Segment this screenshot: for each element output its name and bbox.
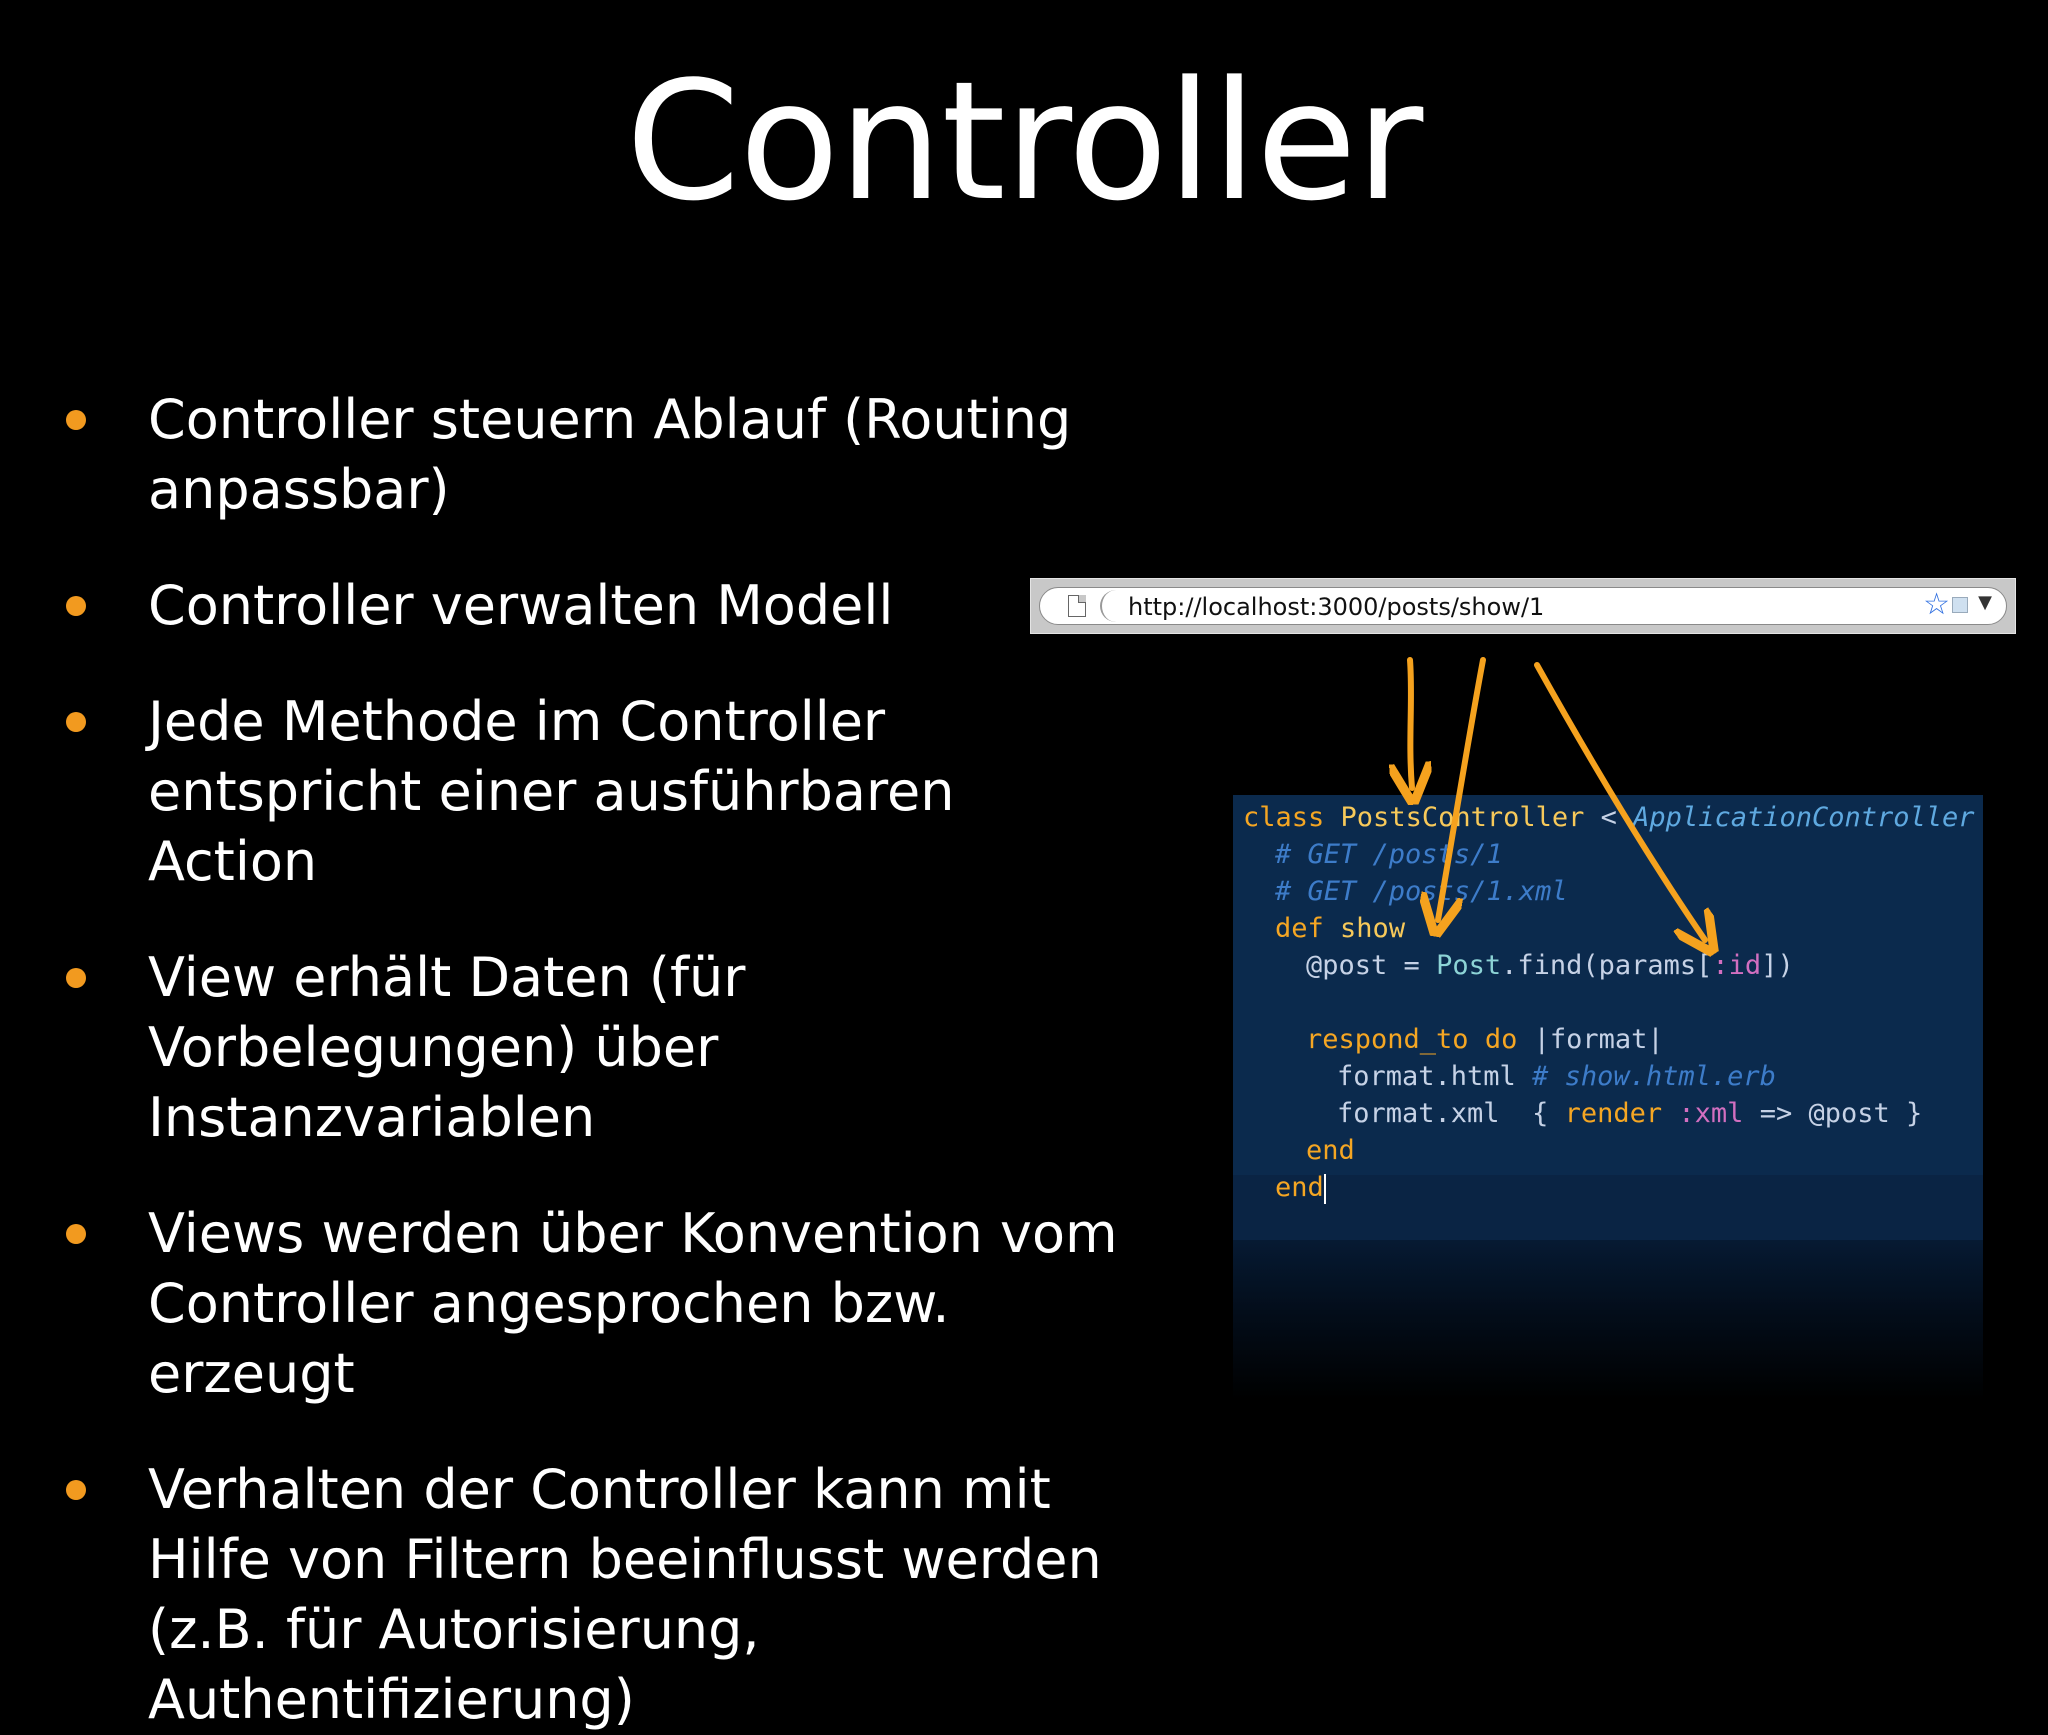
chevron-down-icon: ▼ bbox=[1978, 592, 1992, 613]
bullet-item: Verhalten der Controller kann mit Hilfe von Filtern beeinflusst werden (z.B. für Autorisierung, Authentifizierung) bbox=[60, 1455, 1140, 1735]
code-call: .find(params[ bbox=[1501, 950, 1713, 981]
code-keyword: def bbox=[1275, 913, 1324, 944]
code-operator: = bbox=[1387, 950, 1437, 981]
code-class-name: PostsController bbox=[1340, 802, 1585, 833]
code-symbol: :id bbox=[1712, 950, 1762, 981]
code-reflection bbox=[1233, 1240, 1983, 1400]
code-rest: => @post } bbox=[1743, 1098, 1923, 1129]
code-line bbox=[1337, 1095, 1922, 1132]
bullet-item: Jede Methode im Controller entspricht einer ausführbaren Action bbox=[60, 687, 1140, 897]
code-keyword: class bbox=[1243, 802, 1325, 833]
bullet-item: View erhält Daten (für Vorbelegungen) über Instanzvariablen bbox=[60, 943, 1140, 1153]
code-line bbox=[1306, 947, 1794, 984]
star-icon: ☆ bbox=[1923, 587, 1950, 622]
bullet-list bbox=[60, 385, 1140, 1735]
code-call: format.html bbox=[1337, 1061, 1516, 1092]
code-class-ref: Post bbox=[1436, 950, 1502, 981]
bullet-item: Controller verwalten Modell bbox=[60, 571, 1140, 641]
bullet-item: Views werden über Konvention vom Controller angesprochen bzw. erzeugt bbox=[60, 1199, 1140, 1409]
code-comment: # GET /posts/1 bbox=[1275, 839, 1503, 870]
code-method-call: render bbox=[1564, 1098, 1663, 1129]
code-operator: < bbox=[1584, 802, 1634, 833]
code-band bbox=[1233, 1175, 1983, 1240]
code-variable: @post bbox=[1306, 950, 1388, 981]
code-line bbox=[1306, 1021, 1664, 1058]
code-keyword: do bbox=[1484, 1024, 1518, 1055]
code-comment: # GET /posts/1.xml bbox=[1275, 876, 1568, 907]
cube-icon bbox=[1952, 597, 1968, 613]
code-symbol: :xml bbox=[1678, 1098, 1744, 1129]
code-call: format.xml bbox=[1337, 1098, 1500, 1129]
code-call-end: ]) bbox=[1761, 950, 1794, 981]
bullet-item: Controller steuern Ablauf (Routing anpassbar) bbox=[60, 385, 1140, 525]
code-line bbox=[1275, 910, 1405, 947]
arrow bbox=[1410, 660, 1412, 788]
code-keyword: end bbox=[1306, 1135, 1355, 1166]
code-line bbox=[1243, 799, 1975, 836]
code-window bbox=[1233, 795, 1983, 1240]
code-line bbox=[1275, 1169, 1326, 1206]
code-block-arg: |format| bbox=[1533, 1024, 1664, 1055]
code-line bbox=[1337, 1058, 1776, 1095]
url-field bbox=[1039, 587, 2007, 625]
code-brace: { bbox=[1532, 1098, 1565, 1129]
code-keyword: end bbox=[1275, 1172, 1324, 1203]
url-text: http://localhost:3000/posts/show/1 bbox=[1128, 593, 1545, 621]
browser-url-bar bbox=[1030, 578, 2016, 634]
page-icon bbox=[1068, 595, 1086, 617]
text-cursor bbox=[1324, 1174, 1326, 1204]
url-separator bbox=[1100, 590, 1124, 622]
code-method-call: respond_to bbox=[1306, 1024, 1469, 1055]
code-method-name: show bbox=[1340, 913, 1406, 944]
code-parent-class: ApplicationController bbox=[1633, 802, 1975, 833]
slide-title: Controller bbox=[625, 46, 1423, 237]
code-comment: # show.html.erb bbox=[1532, 1061, 1776, 1092]
